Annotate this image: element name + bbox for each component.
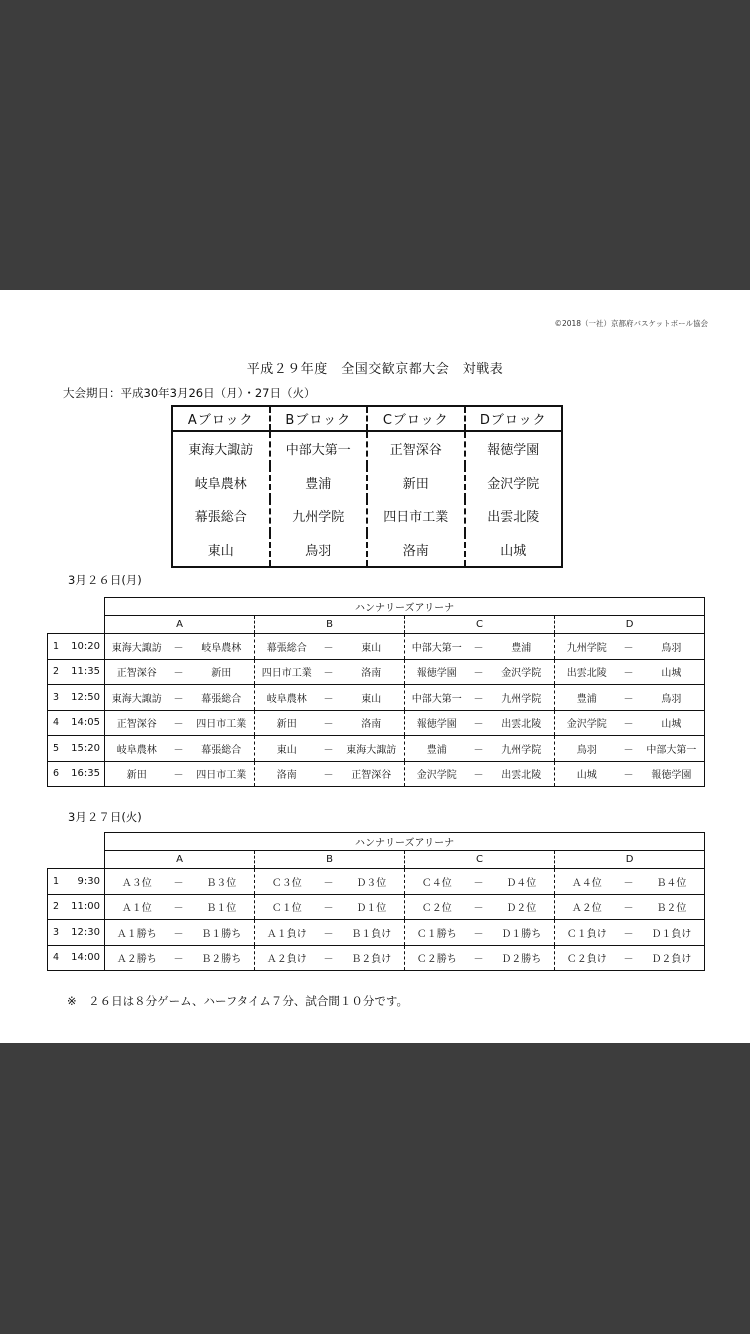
team-away: 幕張総合 <box>189 685 255 711</box>
versus-dash: － <box>619 894 639 920</box>
team-away: 正智深谷 <box>339 761 405 787</box>
team-away: Ｂ３位 <box>189 869 255 895</box>
game-number: 5 <box>48 736 66 762</box>
team-away: 東海大諏訪 <box>339 736 405 762</box>
game-number: 6 <box>48 761 66 787</box>
team-away: Ｄ２勝ち <box>489 945 555 971</box>
team-away: Ｄ２負け <box>639 945 705 971</box>
team-home: 新田 <box>105 761 169 787</box>
team-away: 出雲北陵 <box>489 710 555 736</box>
team-away: 四日市工業 <box>189 710 255 736</box>
game-time: 10:20 <box>66 634 105 660</box>
versus-dash: － <box>469 685 489 711</box>
team-away: 九州学院 <box>489 736 555 762</box>
versus-dash: － <box>619 920 639 946</box>
team-home: 鳥羽 <box>555 736 619 762</box>
arena-name: ハンナリーズアリーナ <box>105 598 705 616</box>
document-title: 平成２９年度 全国交歓京都大会 対戦表 <box>246 362 504 377</box>
game-number: 4 <box>48 710 66 736</box>
team-away: 岐阜農林 <box>189 634 255 660</box>
team-home: 洛南 <box>255 761 319 787</box>
team-home: 中部大第一 <box>405 685 469 711</box>
block-team: 四日市工業 <box>367 499 465 533</box>
versus-dash: － <box>169 920 189 946</box>
versus-dash: － <box>469 710 489 736</box>
block-row <box>172 499 562 533</box>
team-home: Ｃ１位 <box>255 894 319 920</box>
game-row <box>48 659 705 685</box>
team-away: Ｂ４位 <box>639 869 705 895</box>
block-header-d: Dブロック <box>465 406 563 431</box>
game-number: 2 <box>48 894 66 920</box>
game-time: 12:30 <box>66 920 105 946</box>
team-away: Ｄ３位 <box>339 869 405 895</box>
versus-dash: － <box>169 736 189 762</box>
team-home: Ａ１勝ち <box>105 920 169 946</box>
versus-dash: － <box>469 736 489 762</box>
block-team: 鳥羽 <box>270 533 368 568</box>
team-home: 幕張総合 <box>255 634 319 660</box>
team-away: 山城 <box>639 710 705 736</box>
game-time: 14:05 <box>66 710 105 736</box>
game-number: 2 <box>48 659 66 685</box>
group-header-3: D <box>555 616 705 634</box>
game-row <box>48 945 705 971</box>
versus-dash: － <box>319 869 339 895</box>
team-away: 東山 <box>339 685 405 711</box>
team-home: 金沢学院 <box>405 761 469 787</box>
versus-dash: － <box>169 945 189 971</box>
versus-dash: － <box>319 945 339 971</box>
team-away: 洛南 <box>339 710 405 736</box>
versus-dash: － <box>619 869 639 895</box>
team-home: 新田 <box>255 710 319 736</box>
versus-dash: － <box>619 659 639 685</box>
game-number: 4 <box>48 945 66 971</box>
game-number: 3 <box>48 685 66 711</box>
team-home: Ｃ２位 <box>405 894 469 920</box>
game-number: 3 <box>48 920 66 946</box>
team-home: Ａ２負け <box>255 945 319 971</box>
arena-row <box>48 598 705 616</box>
team-home: 金沢学院 <box>555 710 619 736</box>
day2-date: 3月２７日(火) <box>68 810 142 824</box>
versus-dash: － <box>619 634 639 660</box>
block-header-a: Aブロック <box>172 406 270 431</box>
versus-dash: － <box>469 945 489 971</box>
group-header-0: A <box>105 616 255 634</box>
versus-dash: － <box>619 685 639 711</box>
team-away: Ｄ２位 <box>489 894 555 920</box>
team-away: 洛南 <box>339 659 405 685</box>
team-away: Ｄ１勝ち <box>489 920 555 946</box>
block-team: 幕張総合 <box>172 499 270 533</box>
versus-dash: － <box>319 920 339 946</box>
game-time: 12:50 <box>66 685 105 711</box>
versus-dash: － <box>319 894 339 920</box>
block-row <box>172 466 562 500</box>
group-header-3: D <box>555 851 705 869</box>
team-home: Ａ２位 <box>555 894 619 920</box>
team-home: Ｃ４位 <box>405 869 469 895</box>
team-away: 幕張総合 <box>189 736 255 762</box>
game-row <box>48 736 705 762</box>
block-team: 東海大諏訪 <box>172 431 270 466</box>
game-time: 9:30 <box>66 869 105 895</box>
game-time: 15:20 <box>66 736 105 762</box>
team-away: 鳥羽 <box>639 634 705 660</box>
game-number: 1 <box>48 634 66 660</box>
block-team: 出雲北陵 <box>487 510 540 526</box>
versus-dash: － <box>169 894 189 920</box>
footnote: ※ ２６日は８分ゲーム、ハーフタイム７分、試合間１０分です。 <box>67 994 408 1008</box>
team-home: Ｃ１負け <box>555 920 619 946</box>
versus-dash: － <box>319 634 339 660</box>
block-team: 金沢学院 <box>487 476 540 492</box>
versus-dash: － <box>319 761 339 787</box>
document-page <box>0 290 750 1043</box>
versus-dash: － <box>469 659 489 685</box>
team-away: 報徳学園 <box>639 761 705 787</box>
versus-dash: － <box>319 736 339 762</box>
team-away: Ｂ１位 <box>189 894 255 920</box>
versus-dash: － <box>619 710 639 736</box>
group-header-2: C <box>405 851 555 869</box>
day1-schedule-table <box>47 597 705 787</box>
versus-dash: － <box>169 710 189 736</box>
blank-cell <box>48 616 105 634</box>
team-home: Ａ２勝ち <box>105 945 169 971</box>
team-away: 新田 <box>189 659 255 685</box>
team-home: 報徳学園 <box>405 710 469 736</box>
group-header-0: A <box>105 851 255 869</box>
team-home: 出雲北陵 <box>555 659 619 685</box>
team-home: Ａ１負け <box>255 920 319 946</box>
versus-dash: － <box>619 761 639 787</box>
team-home: 正智深谷 <box>105 710 169 736</box>
team-away: 九州学院 <box>489 685 555 711</box>
team-home: 東海大諏訪 <box>105 685 169 711</box>
versus-dash: － <box>319 685 339 711</box>
team-home: Ｃ１勝ち <box>405 920 469 946</box>
game-row <box>48 685 705 711</box>
block-row <box>172 431 562 466</box>
game-row <box>48 894 705 920</box>
versus-dash: － <box>619 945 639 971</box>
group-header-1: B <box>255 616 405 634</box>
versus-dash: － <box>169 685 189 711</box>
team-home: Ａ３位 <box>105 869 169 895</box>
versus-dash: － <box>319 659 339 685</box>
team-away: Ｂ１負け <box>339 920 405 946</box>
tournament-period: 大会期日：平成30年3月26日（月）・27日（火） <box>63 386 316 400</box>
versus-dash: － <box>169 634 189 660</box>
team-away: 出雲北陵 <box>489 761 555 787</box>
team-home: 岐阜農林 <box>255 685 319 711</box>
block-team: 九州学院 <box>270 499 368 533</box>
game-time: 14:00 <box>66 945 105 971</box>
game-time: 16:35 <box>66 761 105 787</box>
team-away: Ｂ２勝ち <box>189 945 255 971</box>
versus-dash: － <box>469 894 489 920</box>
team-home: 中部大第一 <box>405 634 469 660</box>
team-home: Ｃ２負け <box>555 945 619 971</box>
team-home: Ｃ２勝ち <box>405 945 469 971</box>
team-away: 四日市工業 <box>189 761 255 787</box>
game-row <box>48 869 705 895</box>
group-header-row <box>48 851 705 869</box>
team-home: 四日市工業 <box>255 659 319 685</box>
arena-row <box>48 833 705 851</box>
team-home: 岐阜農林 <box>105 736 169 762</box>
team-home: 豊浦 <box>405 736 469 762</box>
game-row <box>48 710 705 736</box>
versus-dash: － <box>469 761 489 787</box>
team-away: Ｂ２位 <box>639 894 705 920</box>
block-header-c: Cブロック <box>367 406 465 431</box>
team-home: Ｃ３位 <box>255 869 319 895</box>
team-away: 豊浦 <box>489 634 555 660</box>
group-header-2: C <box>405 616 555 634</box>
game-row <box>48 920 705 946</box>
block-team: 新田 <box>367 466 465 500</box>
team-away: 鳥羽 <box>639 685 705 711</box>
team-away: 金沢学院 <box>489 659 555 685</box>
copyright-text: ©2018（一社）京都府バスケットボール協会 <box>554 319 708 328</box>
block-team: 報徳学園 <box>487 443 540 459</box>
team-away: 山城 <box>639 659 705 685</box>
block-header-b: Bブロック <box>270 406 368 431</box>
team-away: Ｄ４位 <box>489 869 555 895</box>
versus-dash: － <box>169 659 189 685</box>
block-team: 岐阜農林 <box>172 466 270 500</box>
arena-name: ハンナリーズアリーナ <box>105 833 705 851</box>
block-team: 洛南 <box>367 533 465 568</box>
block-team: 豊浦 <box>270 466 368 500</box>
team-home: 九州学院 <box>555 634 619 660</box>
blank-cell <box>48 851 105 869</box>
team-home: 報徳学園 <box>405 659 469 685</box>
versus-dash: － <box>469 869 489 895</box>
versus-dash: － <box>469 920 489 946</box>
block-row <box>172 533 562 568</box>
block-team: 中部大第一 <box>270 431 368 466</box>
versus-dash: － <box>469 634 489 660</box>
team-away: Ｂ１勝ち <box>189 920 255 946</box>
team-home: 山城 <box>555 761 619 787</box>
team-away: 東山 <box>339 634 405 660</box>
team-away: Ｄ１位 <box>339 894 405 920</box>
block-table <box>171 405 563 568</box>
team-home: 東海大諏訪 <box>105 634 169 660</box>
team-away: 中部大第一 <box>639 736 705 762</box>
game-number: 1 <box>48 869 66 895</box>
team-home: 東山 <box>255 736 319 762</box>
team-away: Ｂ２負け <box>339 945 405 971</box>
team-away: Ｄ１負け <box>639 920 705 946</box>
block-team: 山城 <box>500 543 527 559</box>
versus-dash: － <box>619 736 639 762</box>
game-time: 11:35 <box>66 659 105 685</box>
block-team: 正智深谷 <box>367 431 465 466</box>
team-home: 正智深谷 <box>105 659 169 685</box>
blank-cell <box>48 598 105 616</box>
versus-dash: － <box>169 869 189 895</box>
team-home: Ａ４位 <box>555 869 619 895</box>
versus-dash: － <box>169 761 189 787</box>
blank-cell <box>48 833 105 851</box>
group-header-row <box>48 616 705 634</box>
team-home: Ａ１位 <box>105 894 169 920</box>
team-home: 豊浦 <box>555 685 619 711</box>
day1-date: 3月２６日(月) <box>68 573 142 587</box>
group-header-1: B <box>255 851 405 869</box>
versus-dash: － <box>319 710 339 736</box>
game-row <box>48 761 705 787</box>
block-team: 東山 <box>172 533 270 568</box>
game-time: 11:00 <box>66 894 105 920</box>
day2-schedule-table <box>47 832 705 971</box>
game-row <box>48 634 705 660</box>
